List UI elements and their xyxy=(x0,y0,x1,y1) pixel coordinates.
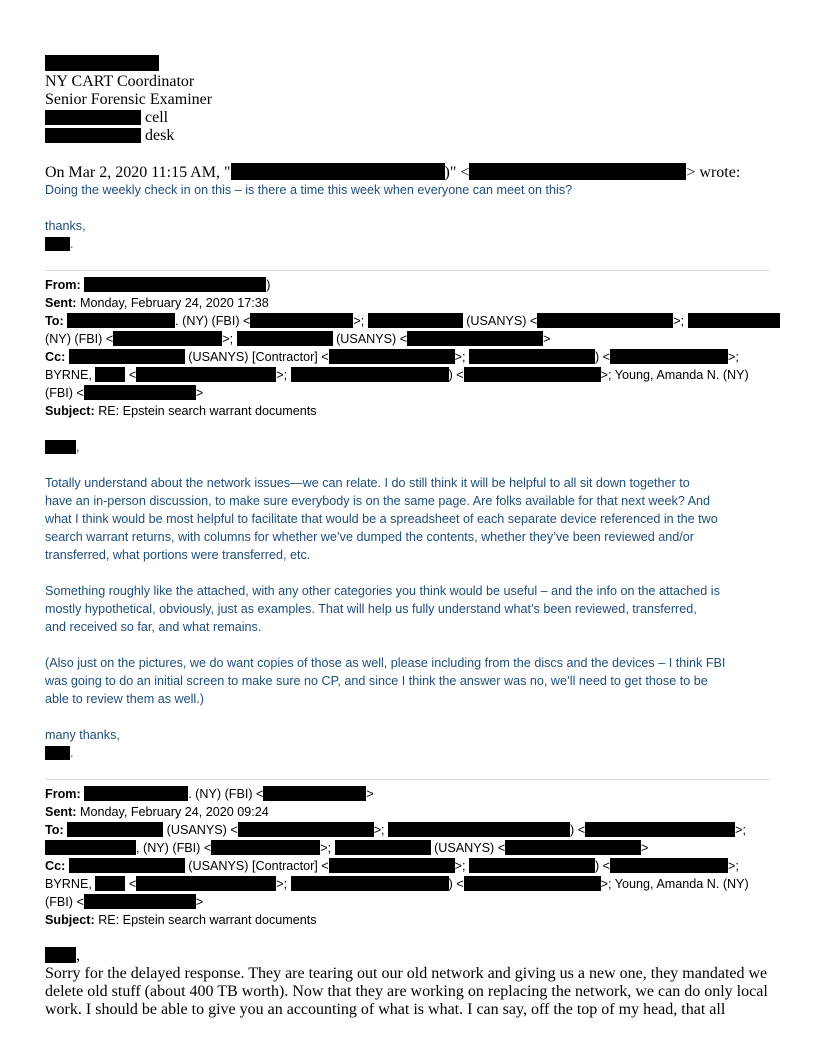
redaction-box xyxy=(688,313,780,328)
text-span: Cc: xyxy=(45,350,66,364)
text-span: > xyxy=(195,386,204,400)
redaction-box xyxy=(69,349,185,364)
text-span: >; xyxy=(222,332,234,346)
text-span: >; xyxy=(353,314,365,328)
redaction-box xyxy=(84,277,266,292)
text-span: Sent: xyxy=(45,296,77,310)
redacted-greeting-name xyxy=(45,440,76,454)
text-span: > xyxy=(195,895,204,909)
text-span: >; Young, Amanda N. (NY) xyxy=(600,877,749,891)
message-1-closing: thanks, xyxy=(45,219,86,233)
cc-line-3 xyxy=(45,893,203,911)
text-span: >; xyxy=(373,823,385,837)
text-span: RE: Epstein search warrant documents xyxy=(98,913,317,927)
text-span: >; xyxy=(454,859,466,873)
text-span: , xyxy=(76,440,80,454)
text-span: (USANYS) [Contractor] < xyxy=(188,350,329,364)
text-span: and received so far, and what remains. xyxy=(45,620,262,634)
redaction-box xyxy=(84,385,196,400)
signature-desk-line xyxy=(45,127,174,145)
text-span: Something roughly like the attached, with any other categories you think would be useful – and the info on the attached is xyxy=(45,584,720,598)
text-span: ) < xyxy=(570,823,586,837)
redaction-box xyxy=(136,367,276,382)
text-span: ) < xyxy=(594,859,611,873)
redaction-box xyxy=(368,313,463,328)
text-span: On Mar 2, 2020 11:15 AM, " xyxy=(45,164,231,181)
redaction-box xyxy=(237,331,333,346)
from-line xyxy=(45,276,270,294)
text-span: < xyxy=(128,368,137,382)
cc-line-2 xyxy=(45,875,749,893)
text-span: (FBI) < xyxy=(45,386,84,400)
text-span: >; xyxy=(320,841,332,855)
text-span: , xyxy=(76,947,80,964)
redaction-box xyxy=(84,894,196,909)
text-span: BYRNE, xyxy=(45,368,92,382)
text-span: To: xyxy=(45,823,64,837)
redacted-cell-number xyxy=(45,110,141,125)
divider xyxy=(45,270,770,271)
to-line-1 xyxy=(45,312,780,330)
text-span: able to review them as well.) xyxy=(45,692,204,706)
redaction-box xyxy=(45,55,159,71)
text-span: mostly hypothetical, obviously, just as examples. That will help us fully understand what’s been reviewed, transferred, xyxy=(45,602,697,616)
text-span: > xyxy=(543,332,551,346)
text-span: Sorry for the delayed response. They are tearing out our old network and giving us a new one, they mandated we xyxy=(45,965,768,982)
text-span: >; xyxy=(735,823,746,837)
text-span: >; xyxy=(728,350,739,364)
text-span: (USANYS) [Contractor] < xyxy=(188,859,329,873)
text-span: ) < xyxy=(448,877,464,891)
subject-line xyxy=(45,402,317,420)
redaction-box xyxy=(388,822,570,837)
signature-cell-line xyxy=(45,109,168,127)
text-span: search warrant returns, with columns for whether we’ve dumped the contents, whether they’ve been reviewed and/or xyxy=(45,530,694,544)
text-span: what I think would be most helpful to facilitate that would be a spreadsheet of each separate device referenced in the two xyxy=(45,512,718,526)
message-1-signature xyxy=(45,235,74,253)
cell-label: cell xyxy=(145,109,169,126)
signature-title-1: NY CART Coordinator xyxy=(45,73,195,90)
reply-header xyxy=(45,163,740,182)
message-1-body: Doing the weekly check in on this – is there a time this week when everyone can meet on this? xyxy=(45,183,573,197)
text-span: < xyxy=(128,877,137,891)
text-span: Subject: xyxy=(45,913,95,927)
text-span: > xyxy=(641,841,649,855)
redaction-box xyxy=(67,822,163,837)
redaction-box xyxy=(84,786,188,801)
redaction-box xyxy=(291,367,449,382)
to-line-2 xyxy=(45,330,550,348)
text-span: ) < xyxy=(594,350,611,364)
from-line xyxy=(45,785,374,803)
redacted-desk-number xyxy=(45,128,141,143)
text-span: >; xyxy=(276,368,288,382)
text-span: RE: Epstein search warrant documents xyxy=(98,404,317,418)
email-3-greeting xyxy=(45,947,80,965)
text-span: work. I should be able to give you an accounting of what is what. I can say, off the top of my head, that all xyxy=(45,1001,726,1018)
text-span: >; xyxy=(454,350,466,364)
redaction-box xyxy=(585,822,735,837)
text-span: . (NY) (FBI) < xyxy=(188,787,264,801)
redaction-box xyxy=(113,331,222,346)
text-span: (FBI) < xyxy=(45,895,84,909)
redaction-box xyxy=(67,313,175,328)
text-span: Sent: xyxy=(45,805,77,819)
redaction-box xyxy=(250,313,353,328)
redacted-name xyxy=(45,55,159,73)
text-span: )" < xyxy=(444,164,470,181)
signature-title-2: Senior Forensic Examiner xyxy=(45,91,213,108)
text-span: was going to do an initial screen to make sure no CP, and since I think the answer was no, we’ll need to get those to be xyxy=(45,674,708,688)
subject-line xyxy=(45,911,317,929)
redaction-box xyxy=(610,349,728,364)
text-span: From: xyxy=(45,787,81,801)
redaction-box xyxy=(407,331,543,346)
text-span: . xyxy=(70,237,74,251)
redaction-box xyxy=(238,822,374,837)
text-span: (USANYS) < xyxy=(434,841,506,855)
redaction-box xyxy=(95,367,125,382)
redacted-signature xyxy=(45,237,70,251)
redacted-email xyxy=(469,163,686,180)
text-span: ) xyxy=(266,278,271,292)
redaction-box xyxy=(610,858,728,873)
redaction-box xyxy=(69,858,185,873)
redaction-box xyxy=(329,858,455,873)
text-span: >; xyxy=(276,877,288,891)
text-span: . xyxy=(70,746,74,760)
redaction-box xyxy=(136,876,276,891)
redaction-box xyxy=(211,840,320,855)
text-span: delete old stuff (about 400 TB worth). Now that they are working on replacing the network, we can do only local xyxy=(45,983,768,1000)
text-span: > wrote: xyxy=(686,164,741,181)
desk-label: desk xyxy=(145,127,175,144)
cc-line-3 xyxy=(45,384,203,402)
cc-line-1 xyxy=(45,857,739,875)
redaction-box xyxy=(464,367,601,382)
text-span: Monday, February 24, 2020 17:38 xyxy=(79,296,269,310)
redaction-box xyxy=(537,313,673,328)
text-span: BYRNE, xyxy=(45,877,92,891)
text-span: Subject: xyxy=(45,404,95,418)
text-span: Totally understand about the network issues—we can relate. I do still think it will be helpful to all sit down together to xyxy=(45,476,690,490)
text-span: ) < xyxy=(448,368,464,382)
redacted-sender xyxy=(231,163,445,180)
sent-line xyxy=(45,294,269,312)
text-span: (NY) (FBI) < xyxy=(45,332,114,346)
redaction-box xyxy=(95,876,125,891)
text-span: transferred, what portions were transferred, etc. xyxy=(45,548,311,562)
text-span: (Also just on the pictures, we do want copies of those as well, please including from the discs and the devices – I think FBI xyxy=(45,656,726,670)
redaction-box xyxy=(469,349,595,364)
text-span: >; xyxy=(673,314,685,328)
text-span: (USANYS) < xyxy=(166,823,238,837)
redaction-box xyxy=(329,349,455,364)
email-2-signature xyxy=(45,744,74,762)
redaction-box xyxy=(469,858,595,873)
redaction-box xyxy=(263,786,366,801)
text-span: , (NY) (FBI) < xyxy=(136,841,212,855)
text-span: >; Young, Amanda N. (NY) xyxy=(600,368,749,382)
email-2-greeting xyxy=(45,438,80,456)
redaction-box xyxy=(291,876,449,891)
redaction-box xyxy=(45,840,136,855)
sent-line xyxy=(45,803,269,821)
to-line-1 xyxy=(45,821,746,839)
text-span: From: xyxy=(45,278,81,292)
cc-line-1 xyxy=(45,348,739,366)
divider xyxy=(45,779,770,780)
text-span: > xyxy=(366,787,374,801)
text-span: >; xyxy=(728,859,739,873)
text-span: . (NY) (FBI) < xyxy=(175,314,251,328)
cc-line-2 xyxy=(45,366,749,384)
redacted-greeting-name xyxy=(45,947,76,963)
redaction-box xyxy=(505,840,641,855)
text-span: (USANYS) < xyxy=(466,314,538,328)
text-span: (USANYS) < xyxy=(336,332,408,346)
redacted-signature xyxy=(45,746,70,760)
to-line-2 xyxy=(45,839,648,857)
redaction-box xyxy=(464,876,601,891)
text-span: have an in-person discussion, to make sure everybody is on the same page. Are folks available for that next week? And xyxy=(45,494,711,508)
redaction-box xyxy=(335,840,431,855)
email-2-closing: many thanks, xyxy=(45,728,120,742)
text-span: Cc: xyxy=(45,859,66,873)
text-span: To: xyxy=(45,314,64,328)
text-span: Monday, February 24, 2020 09:24 xyxy=(79,805,269,819)
